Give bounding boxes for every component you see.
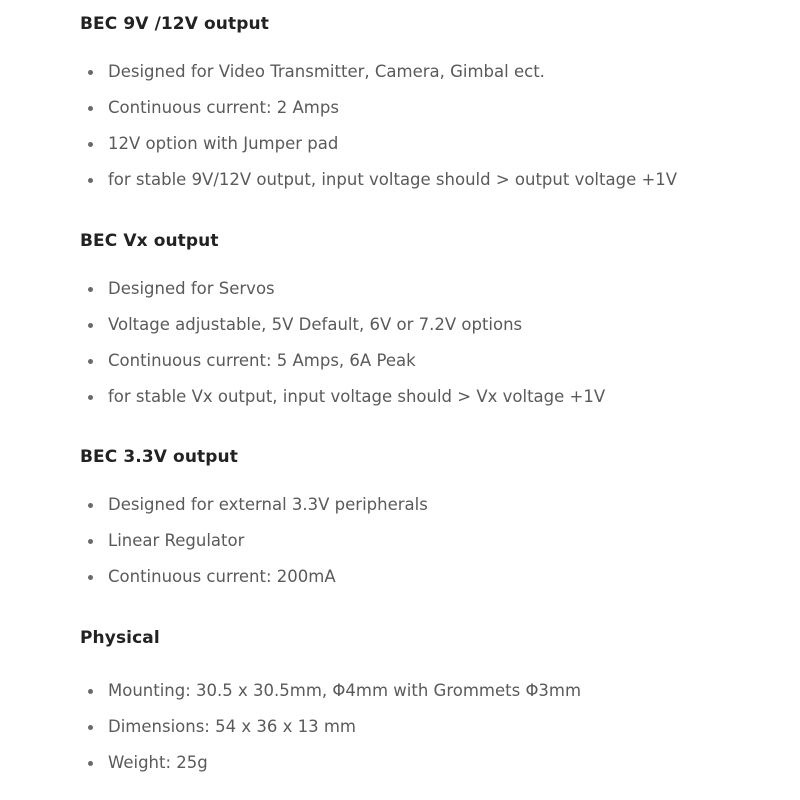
list-item bbox=[80, 271, 780, 307]
bullet-icon bbox=[88, 323, 93, 328]
list-item bbox=[80, 90, 780, 126]
bullet-icon bbox=[88, 359, 93, 364]
list-item-text: 12V option with Jumper pad bbox=[108, 134, 339, 153]
bullet-icon bbox=[88, 142, 93, 147]
bullet-icon bbox=[88, 70, 93, 75]
list-item bbox=[80, 709, 780, 745]
list-item bbox=[80, 343, 780, 379]
list-item bbox=[80, 673, 780, 709]
bullet-list bbox=[80, 271, 780, 415]
bullet-icon bbox=[88, 725, 93, 730]
bullet-icon bbox=[88, 503, 93, 508]
list-item-text: for stable 9V/12V output, input voltage should > output voltage +1V bbox=[108, 170, 678, 189]
bullet-icon bbox=[88, 287, 93, 292]
list-item-text: Dimensions: 54 x 36 x 13 mm bbox=[108, 717, 356, 736]
bullet-icon bbox=[88, 575, 93, 580]
bullet-list bbox=[80, 673, 780, 781]
section-heading: BEC 3.3V output bbox=[80, 447, 238, 467]
list-item bbox=[80, 559, 780, 595]
section-heading: BEC 9V /12V output bbox=[80, 14, 269, 34]
list-item-text: Linear Regulator bbox=[108, 531, 245, 550]
list-item bbox=[80, 162, 780, 198]
section-bec-vx-output bbox=[80, 229, 780, 415]
bullet-list bbox=[80, 54, 780, 198]
bullet-list bbox=[80, 487, 780, 595]
list-item-text: Voltage adjustable, 5V Default, 6V or 7.2V options bbox=[108, 315, 523, 334]
section-bec-3v3-output bbox=[80, 445, 780, 595]
list-item-text: Designed for Video Transmitter, Camera, Gimbal ect. bbox=[108, 62, 545, 81]
bullet-icon bbox=[88, 761, 93, 766]
list-item-text: Designed for Servos bbox=[108, 279, 275, 298]
bullet-icon bbox=[88, 539, 93, 544]
list-item-text: Weight: 25g bbox=[108, 753, 208, 772]
list-item bbox=[80, 487, 780, 523]
list-item-text: Mounting: 30.5 x 30.5mm, Φ4mm with Grommets Φ3mm bbox=[108, 681, 582, 700]
list-item bbox=[80, 307, 780, 343]
bullet-icon bbox=[88, 106, 93, 111]
bullet-icon bbox=[88, 178, 93, 183]
bullet-icon bbox=[88, 689, 93, 694]
list-item-text: Designed for external 3.3V peripherals bbox=[108, 495, 428, 514]
bullet-icon bbox=[88, 395, 93, 400]
list-item bbox=[80, 126, 780, 162]
list-item-text: Continuous current: 200mA bbox=[108, 567, 336, 586]
list-item bbox=[80, 379, 780, 415]
list-item-text: Continuous current: 2 Amps bbox=[108, 98, 339, 117]
section-bec-9v-12v-output bbox=[80, 12, 780, 198]
section-heading: BEC Vx output bbox=[80, 231, 219, 251]
list-item bbox=[80, 54, 780, 90]
list-item-text: for stable Vx output, input voltage should > Vx voltage +1V bbox=[108, 387, 606, 406]
list-item bbox=[80, 523, 780, 559]
list-item bbox=[80, 745, 780, 781]
list-item-text: Continuous current: 5 Amps, 6A Peak bbox=[108, 351, 416, 370]
section-heading: Physical bbox=[80, 628, 160, 648]
section-physical bbox=[80, 626, 780, 781]
